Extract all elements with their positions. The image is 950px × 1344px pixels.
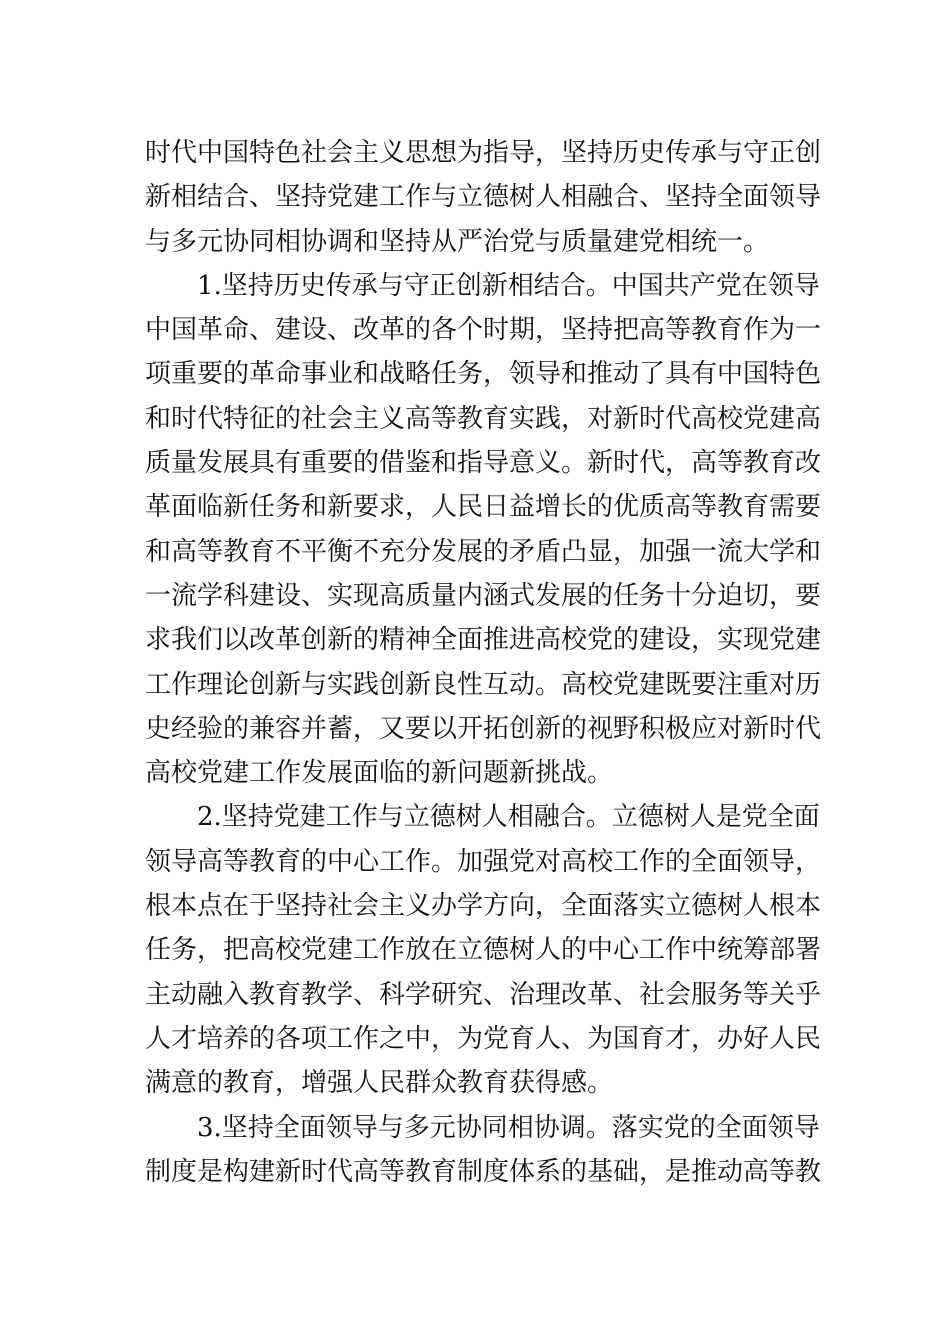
- text-line: 高校党建工作发展面临的新问题新挑战。: [145, 758, 614, 789]
- text-line: 人才培养的各项工作之中，为党育人、为国育才，办好人民: [145, 1023, 822, 1054]
- text-line: 时代中国特色社会主义思想为指导，坚持历史传承与守正创: [145, 138, 822, 168]
- text-line: 制度是构建新时代高等教育制度体系的基础，是推动高等教: [145, 1156, 822, 1187]
- text-line: 史经验的兼容并蓄，又要以开拓创新的视野积极应对新时代: [145, 713, 822, 744]
- text-line: 主动融入教育教学、科学研究、治理改革、社会服务等关乎: [145, 979, 822, 1010]
- text-line: 革面临新任务和新要求，人民日益增长的优质高等教育需要: [145, 492, 822, 523]
- text-line: 与多元协同相协调和坚持从严治党与质量建党相统一。: [145, 226, 770, 257]
- text-line: 质量发展具有重要的借鉴和指导意义。新时代，高等教育改: [145, 448, 822, 479]
- text-line: 满意的教育，增强人民群众教育获得感。: [145, 1068, 614, 1099]
- section-1-heading-line: 1.坚持历史传承与守正创新相结合。中国共产党在领导: [197, 270, 820, 301]
- section-2-heading-line: 2.坚持党建工作与立德树人相融合。立德树人是党全面: [197, 802, 820, 833]
- document-page: [145, 131, 822, 1194]
- section-3-heading-line: 3.坚持全面领导与多元协同相协调。落实党的全面领导: [197, 1112, 820, 1143]
- text-line: 求我们以改革创新的精神全面推进高校党的建设，实现党建: [145, 625, 822, 656]
- text-line: 和高等教育不平衡不充分发展的矛盾凸显，加强一流大学和: [145, 536, 822, 567]
- text-line: 项重要的革命事业和战略任务，领导和推动了具有中国特色: [145, 359, 822, 390]
- text-line: 和时代特征的社会主义高等教育实践，对新时代高校党建高: [145, 403, 822, 434]
- text-line: 中国革命、建设、改革的各个时期，坚持把高等教育作为一: [145, 315, 822, 346]
- text-line: 领导高等教育的中心工作。加强党对高校工作的全面领导，: [145, 846, 822, 877]
- text-line: 根本点在于坚持社会主义办学方向，全面落实立德树人根本: [145, 891, 822, 922]
- text-line: 任务，把高校党建工作放在立德树人的中心工作中统筹部署: [145, 935, 822, 966]
- text-line: 一流学科建设、实现高质量内涵式发展的任务十分迫切，要: [145, 580, 822, 611]
- text-line: 工作理论创新与实践创新良性互动。高校党建既要注重对历: [145, 669, 822, 700]
- text-line: 新相结合、坚持党建工作与立德树人相融合、坚持全面领导: [145, 182, 822, 213]
